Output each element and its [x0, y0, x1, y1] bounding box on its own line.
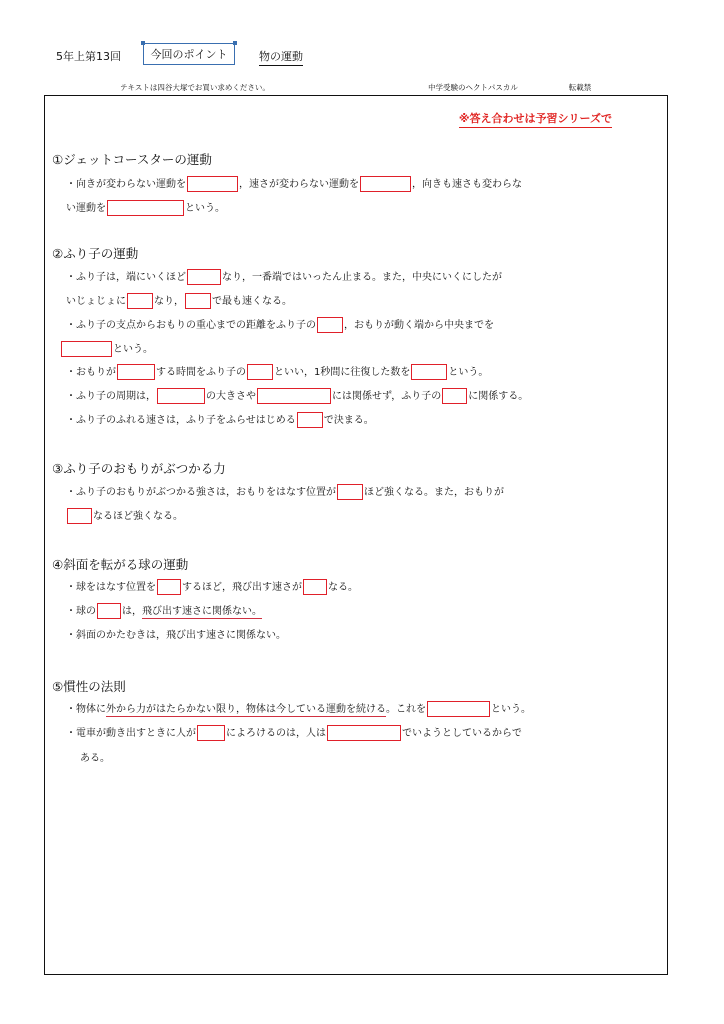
text: は， [122, 606, 142, 617]
answer-box[interactable] [127, 293, 153, 309]
text: ，向きも速さも変わらな [412, 179, 522, 190]
text: ，おもりが動く端から中央までを [344, 320, 494, 331]
answer-box[interactable] [157, 388, 205, 404]
text: いじょじょに [66, 296, 126, 307]
point-label: 今回のポイント [150, 48, 228, 61]
section-1-title: ①ジェットコースターの運動 [52, 152, 212, 167]
answer-box[interactable] [187, 269, 221, 285]
answer-box[interactable] [411, 364, 447, 380]
text: には関係せず，ふり子の [332, 391, 442, 402]
text: ・ふり子のふれる速さは，ふり子をふらせはじめる [66, 415, 296, 426]
answer-box[interactable] [337, 484, 363, 500]
text: といい，1秒間に往復した数を [274, 367, 411, 378]
text: ，速さが変わらない運動を [239, 179, 359, 190]
section-2-line-3 [66, 316, 494, 333]
section-3-title: ③ふり子のおもりがぶつかる力 [52, 461, 226, 476]
text: ・向きが変わらない運動を [66, 179, 186, 190]
text: によろけるのは，人は [226, 728, 326, 739]
text: ・おもりが [66, 367, 116, 378]
text: に関係する。 [468, 391, 529, 402]
answer-note: ※答え合わせは予習シリーズで [459, 110, 612, 128]
answer-box[interactable] [247, 364, 273, 380]
section-5-title: ⑤慣性の法則 [52, 679, 126, 694]
text: で決まる。 [323, 415, 374, 426]
text: なり，一番端ではいったん止まる。また，中央にいくにしたが [222, 272, 502, 283]
section-2-line-4 [60, 340, 153, 357]
section-5-line-1 [66, 700, 531, 717]
text: ・球の [66, 606, 96, 617]
answer-box[interactable] [442, 388, 467, 404]
underlined-text: 外から力がはたらかない限り，物体は今している運動を続ける [106, 704, 386, 715]
answer-box[interactable] [67, 508, 92, 524]
section-4-line-3: ・斜面のかたむきは，飛び出す速さに関係ない。 [66, 630, 286, 641]
text: ・ふり子の周期は， [66, 391, 156, 402]
text: という。 [491, 704, 531, 715]
section-2-line-7 [66, 411, 374, 428]
section-2-line-1 [66, 268, 502, 285]
section-4-line-2 [66, 602, 262, 619]
text: という。 [113, 344, 153, 355]
section-2-line-5 [66, 363, 488, 380]
lesson-number: 5年上第13回 [56, 50, 121, 63]
section-2-line-6 [66, 387, 528, 404]
text: ・電車が動き出すときに人が [66, 728, 196, 739]
text: ほど強くなる。また，おもりが [364, 487, 504, 498]
section-3-line-1 [66, 483, 504, 500]
point-label-box [143, 43, 235, 65]
section-4-title: ④斜面を転がる球の運動 [52, 557, 189, 572]
topic-title: 物の運動 [259, 48, 303, 66]
answer-box[interactable] [185, 293, 211, 309]
answer-box[interactable] [427, 701, 490, 717]
text: ・ふり子は，端にいくほど [66, 272, 186, 283]
answer-box[interactable] [303, 579, 327, 595]
answer-box[interactable] [187, 176, 238, 192]
section-4-line-1 [66, 578, 358, 595]
text: なり， [154, 296, 184, 307]
answer-box[interactable] [117, 364, 155, 380]
text: ・ふり子のおもりがぶつかる強さは，おもりをはなす位置が [66, 487, 336, 498]
text: するほど，飛び出す速さが [182, 582, 302, 593]
section-5-line-3: ある。 [80, 753, 110, 764]
text: ・ふり子の支点からおもりの重心までの距離をふり子の [66, 320, 316, 331]
text: ・物体に [66, 704, 106, 715]
text: い運動を [66, 203, 106, 214]
text: なる。 [328, 582, 358, 593]
answer-box[interactable] [257, 388, 331, 404]
section-2-line-2 [66, 292, 292, 309]
text: という。 [448, 367, 489, 378]
answer-box[interactable] [157, 579, 181, 595]
text: 。これを [386, 704, 426, 715]
text: ・球をはなす位置を [66, 582, 156, 593]
answer-box[interactable] [360, 176, 411, 192]
answer-box[interactable] [297, 412, 323, 428]
section-1-line-1 [66, 175, 522, 192]
underlined-text: 飛び出す速さに関係ない。 [142, 606, 262, 617]
section-5-line-2 [66, 724, 522, 741]
answer-box[interactable] [97, 603, 121, 619]
copyright-note: 転載禁 [548, 82, 612, 96]
text: という。 [185, 203, 225, 214]
site-name: 中学受験のヘクトパスカル [410, 82, 536, 96]
section-2-title: ②ふり子の運動 [52, 246, 139, 261]
answer-box[interactable] [327, 725, 401, 741]
text: で最も速くなる。 [212, 296, 292, 307]
purchase-note: テキストは四谷大塚でお買い求めください。 [108, 82, 370, 96]
answer-box[interactable] [107, 200, 184, 216]
text: でいようとしているからで [402, 728, 522, 739]
text: なるほど強くなる。 [93, 511, 183, 522]
text: する時間をふり子の [156, 367, 246, 378]
answer-box[interactable] [197, 725, 225, 741]
answer-box[interactable] [61, 341, 112, 357]
section-3-line-2 [66, 507, 183, 524]
answer-box[interactable] [317, 317, 343, 333]
text: の大きさや [206, 391, 256, 402]
worksheet-frame [44, 95, 668, 975]
section-1-line-2 [66, 199, 225, 216]
